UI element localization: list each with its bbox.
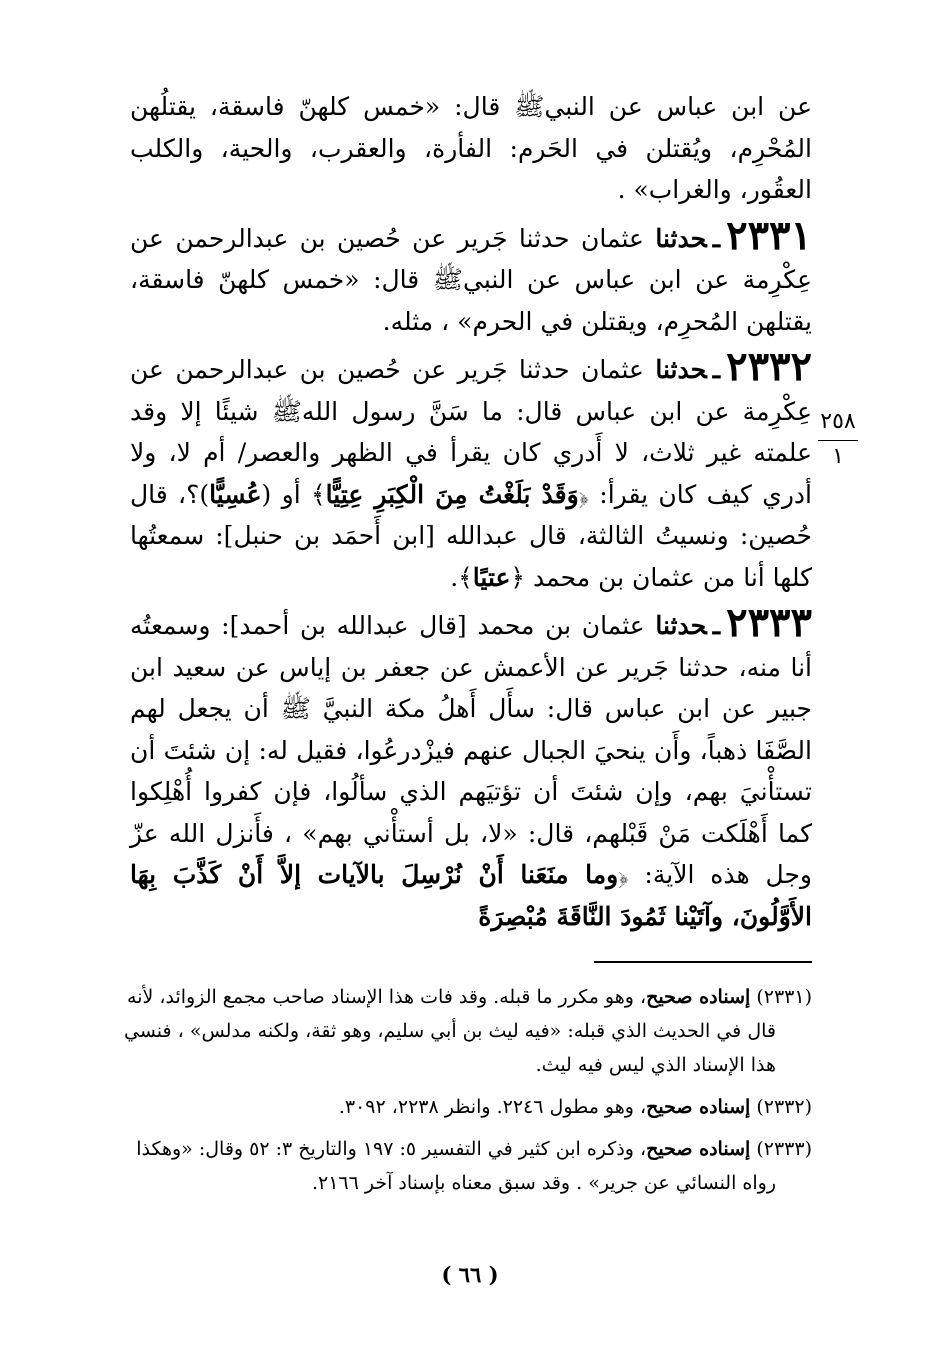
hadith-text: عثمان حدثنا جَرير عن حُصين بن عبدالرحمن عن عِكْرِمة عن ابن عباس عن النبيﷺ قال: «خمس كلهنّ فاسقة، يقتلهن المُحرِم، ويقتلن في الحرم» ، مثله.: [130, 223, 812, 336]
hadith-text: ﴾.: [450, 562, 473, 592]
hadith-number: ٢٣٣٣: [726, 599, 813, 646]
quran-verse: وما منَعَنا أَنْ نُرْسِلَ بالآيات إلاَّ أَنْ كَذَّبَ بِهَا الأَوَّلُونَ، وآتَيْنا ثَمُودَ النَّاقَةَ مُبْصِرَةً: [130, 860, 812, 931]
footnote-text: ، وهو مكرر ما قبله. وقد فات هذا الإسناد صاحب مجمع الزوائد، لأنه: [127, 986, 647, 1008]
hadith-narrator: حدثنا: [655, 223, 707, 253]
hadith-number: ٢٣٣١: [726, 211, 813, 259]
footnote-grade: إسناده صحيح: [646, 986, 751, 1008]
quran-verse: عُسِيًّا: [209, 479, 262, 509]
hadith-text: عثمان حدثنا جَرير عن حُصين بن عبدالرحمن عن عِكْرِمة عن ابن عباس قال: ما سَنَّ رسول اللهﷺ شيئًا إلا وقد علمته غير ثلاث، لا أَدري كان يقرأ في الظهر والعصر/ أم لا، ولا أدري كيف كان يقرأ: ﴿: [130, 355, 812, 509]
footnote-grade: إسناده صحيح: [646, 1096, 751, 1118]
footnote-separator: [594, 961, 812, 963]
quran-verse: عتيًا: [472, 562, 511, 592]
footnote-number: (٢٣٣١): [756, 986, 812, 1008]
footnotes: [124, 980, 812, 1208]
hadith-2331: ٢٣٣١ـحدثنا عثمان حدثنا جَرير عن حُصين بن عبدالرحمن عن عِكْرِمة عن ابن عباس عن النبيﷺ قال: «خمس كلهنّ فاسقة، يقتلهن المُحرِم، ويقتلن في الحرم» ، مثله.: [130, 211, 813, 336]
margin-reference: [812, 410, 864, 469]
hadith-text: عثمان بن محمد [قال عبدالله بن أحمد]: وسمعتُه أنا منه، حدثنا جَرير عن الأعمش عن جعفر بن إياس عن سعيد ابن جبير عن ابن عباس قال: سأَل أَهلُ مكة النبيَّ ﷺ أن يجعل لهم الصَّفَا ذهباً، وأَن ينحيَ الجبال عنهم فيزْدرعُوا، فقيل له: إن شئتَ أن تستأْنيَ بهم، وإن شئتَ أن تؤتيَهم الذي سألُوا، فإن كفروا أُهْلِكوا كما أَهْلَكت مَنْ قَبْلهم، قال: «لا، بل أستأْني بهم» ، فأَنزل الله عزّ وجل هذه الآية: ﴿: [130, 611, 812, 889]
footnote-2332: [124, 1090, 812, 1124]
hadith-text: ﴾ أو (: [261, 479, 326, 509]
margin-ref-volume: ٢٥٨: [820, 409, 856, 434]
intro-paragraph: عن ابن عباس عن النبيﷺ قال: «خمس كلهنّ فاسقة، يقتلُهن المُحْرِم، ويُقتلن في الحَرم: الفأرة، والعقرب، والحية، والكلب العقُور، والغراب» .: [130, 92, 812, 204]
hadith-number: ٢٣٣٢: [726, 343, 813, 390]
hadith-2333: ٢٣٣٣ـحدثنا عثمان بن محمد [قال عبدالله بن أحمد]: وسمعتُه أنا منه، حدثنا جَرير عن الأعمش عن جعفر بن إياس عن سعيد ابن جبير عن ابن عباس قال: سأَل أَهلُ مكة النبيَّ ﷺ أن يجعل لهم الصَّفَا ذهباً، وأَن ينحيَ الجبال عنهم فيزْدرعُوا، فقيل له: إن شئتَ أن تستأْنيَ بهم، وإن شئتَ أن تؤتيَهم الذي سألُوا، فإن كفروا أُهْلِكوا كما أَهْلَكت مَنْ قَبْلهم، قال: «لا، بل أستأْني بهم» ، فأَنزل الله عزّ وجل هذه الآية: ﴿وما منَعَنا أَنْ نُرْسِلَ بالآيات إلاَّ أَنْ كَذَّبَ بِهَا الأَوَّلُونَ، وآتَيْنا ثَمُودَ النَّاقَةَ مُبْصِرَةً: [130, 599, 813, 931]
hadith-text: )؟، قال حُصين: ونسيتُ الثالثة، قال عبدالله [ابن أَحمَد بن حنبل]: سمعتُها كلها أنا من عثمان بن محمد ﴿: [130, 479, 812, 592]
footnote-grade: إسناده صحيح: [646, 1138, 751, 1160]
footnote-text: ، وهو مطول ٢٢٤٦. وانظر ٢٢٣٨، ٣٠٩٢.: [338, 1096, 647, 1118]
hadith-2332: ٢٣٣٢ـحدثنا عثمان حدثنا جَرير عن حُصين بن عبدالرحمن عن عِكْرِمة عن ابن عباس قال: ما سَنَّ رسول اللهﷺ شيئًا إلا وقد علمته غير ثلاث، لا أَدري كان يقرأ في الظهر والعصر/ أم لا، ولا أدري كيف كان يقرأ: ﴿وَقَدْ بَلَغْتُ مِنَ الْكِبَرِ عِتِيًّا﴾ أو (عُسِيًّا)؟، قال حُصين: ونسيتُ الثالثة، قال عبدالله [ابن أَحمَد بن حنبل]: سمعتُها كلها أنا من عثمان بن محمد ﴿عتيًا﴾.: [130, 343, 813, 592]
footnote-number: (٢٣٣٣): [756, 1138, 812, 1160]
main-text: [130, 86, 812, 937]
margin-ref-part: ١: [832, 444, 844, 469]
footnote-2333: [124, 1132, 812, 1200]
footnote-text: ، وذكره ابن كثير في التفسير ٥: ١٩٧ والتاريخ ٣: ٥٢ وقال: «وهكذا: [136, 1138, 647, 1160]
margin-ref-divider: [818, 440, 858, 441]
hadith-narrator: حدثنا: [655, 611, 707, 640]
footnote-continuation: رواه النسائي عن جرير» . وقد سبق معناه بإسناد آخر ٢١٦٦.: [311, 1172, 776, 1194]
page-number: ( ٦٦ ): [441, 1262, 499, 1287]
quran-verse: وَقَدْ بَلَغْتُ مِنَ الْكِبَرِ عِتِيًّا: [325, 479, 579, 509]
footnote-continuation: قال في الحديث الذي قبله: «فيه ليث بن أبي سليم، وهو ثقة، ولكنه مدلس» ، فنسي هذا الإسناد الذي ليس فيه ليث.: [124, 1020, 776, 1076]
hadith-narrator: حدثنا: [655, 355, 707, 384]
footnote-2331: [124, 980, 812, 1082]
footnote-number: (٢٣٣٢): [756, 1096, 812, 1118]
